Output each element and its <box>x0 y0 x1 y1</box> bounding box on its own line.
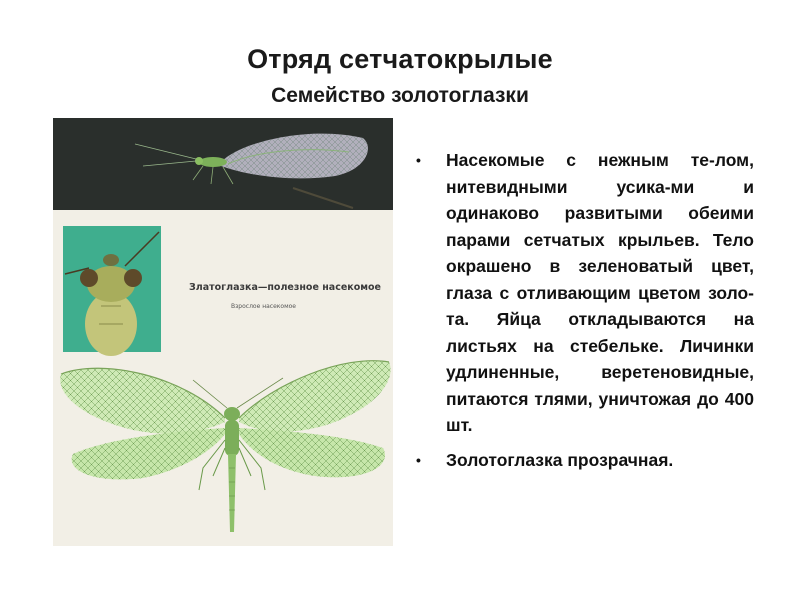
bullet-list <box>412 147 754 481</box>
lacewing-head-inset <box>63 226 161 356</box>
slide-title: Отряд сетчатокрылые <box>247 44 553 74</box>
bullet-item <box>412 447 754 474</box>
illustration-caption-sub: Взрослое насекомое <box>231 303 296 310</box>
bullet-text: Насекомые с нежным те-лом, нитевидными усика-ми и одинаково развитыми обеими парами сетчатых крыльев. Тело окрашено в зеленоватый цвет, глаза с отливающим цветом золо-та. Яйца откладываются на листьях на стебельке. Личинки удлиненные, веретеновидные, питаются тлями, уничтожая до 400 шт. <box>446 150 754 435</box>
bullet-text: Золотоглазка прозрачная. <box>446 449 674 470</box>
illustration-caption-title: Златоглазка—полезное насекомое <box>189 282 381 293</box>
bullet-item <box>412 147 754 439</box>
slide-subtitle: Семейство золотоглазки <box>271 84 529 107</box>
bullet-marker: • <box>416 152 421 168</box>
bullet-marker: • <box>416 451 421 468</box>
lacewing-illustration <box>53 118 393 546</box>
